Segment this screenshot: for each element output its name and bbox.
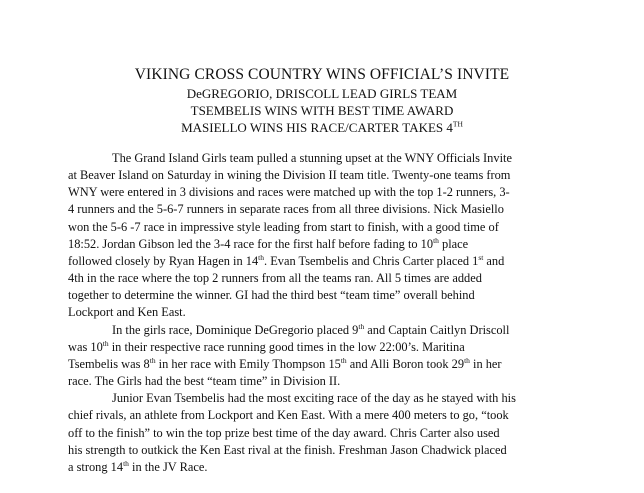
text-line	[68, 236, 624, 253]
paragraph-tsembelis-race	[68, 390, 624, 476]
text-line: The Grand Island Girls team pulled a stunning upset at the WNY Officials Invite	[112, 151, 512, 165]
ordinal-superscript: th	[258, 252, 264, 262]
text-fragment: was 10	[68, 339, 103, 354]
text-fragment: in their respective race running good times in the low 22:00’s. Maritina	[108, 339, 465, 354]
text-fragment: . Evan Tsembelis and Chris Carter placed 1	[264, 253, 479, 268]
subheadline-superscript: TH	[452, 119, 463, 129]
subheadline-text: MASIELLO WINS HIS RACE/CARTER TAKES 4	[181, 120, 453, 135]
text-fragment: 18:52. Jordan Gibson led the 3-4 race for the first half before fading to 10	[68, 236, 434, 251]
ordinal-superscript: th	[433, 235, 439, 245]
ordinal-superscript: th	[123, 458, 129, 468]
text-line: Junior Evan Tsembelis had the most exciting race of the day as he stayed with his	[112, 391, 516, 406]
text-line: 4th in the race where the top 2 runners from all the teams ran. All 5 times are added	[68, 271, 482, 286]
text-fragment: in the JV Race.	[128, 459, 208, 474]
text-fragment: and	[483, 253, 505, 268]
ordinal-superscript: th	[102, 338, 109, 348]
ordinal-superscript: th	[464, 355, 470, 365]
text-fragment: Tsembelis was 8	[68, 356, 150, 371]
ordinal-superscript: st	[478, 252, 484, 262]
text-fragment: In the girls race, Dominique DeGregorio placed 9	[112, 322, 359, 337]
text-line: WNY were entered in 3 divisions and races were matched up with the top 1-2 runners, 3-	[68, 185, 510, 200]
article-body	[68, 150, 624, 476]
text-line	[68, 253, 624, 270]
text-fragment: in her race with Emily Thompson 15	[155, 356, 341, 371]
headline: VIKING CROSS COUNTRY WINS OFFICIAL’S INVITE	[134, 66, 510, 83]
text-line: off to the finish” to win the top prize best time of the day award. Chris Carter also used	[68, 425, 500, 440]
text-line	[68, 339, 624, 356]
text-line	[68, 322, 624, 339]
text-line: at Beaver Island on Saturday in wining the Division II team title. Twenty-one teams from	[68, 168, 511, 183]
subheadline-girls-team: DeGREGORIO, DRISCOLL LEAD GIRLS TEAM	[186, 86, 458, 101]
subheadline-best-time: TSEMBELIS WINS WITH BEST TIME AWARD	[190, 103, 454, 118]
ordinal-superscript: th	[149, 355, 156, 365]
text-line: chief rivals, an athlete from Lockport and Ken East. With a mere 400 meters to go, “took	[68, 408, 509, 423]
text-line: 4 runners and the 5-6-7 runners in separate races from all three divisions. Nick Masiello	[68, 202, 504, 217]
text-fragment: and Captain Caitlyn Driscoll	[364, 322, 510, 337]
text-line: won the 5-6 -7 race in impressive style leading from start to finish, with a good time of	[68, 219, 499, 234]
text-line: Lockport and Ken East.	[68, 305, 186, 320]
text-fragment: followed closely by Ryan Hagen in 14	[68, 253, 259, 268]
subheadline-masiello-carter	[0, 120, 644, 136]
text-fragment: in her	[469, 356, 502, 371]
paragraph-boys-race	[68, 150, 624, 322]
text-fragment: and Alli Boron took 29	[346, 356, 465, 371]
text-line	[68, 356, 624, 373]
text-fragment: place	[438, 236, 469, 251]
text-line: race. The Girls had the best “team time” in Division II.	[68, 374, 341, 389]
text-line: his strength to outkick the Ken East rival at the finish. Freshman Jason Chadwick placed	[68, 442, 507, 457]
ordinal-superscript: th	[358, 321, 365, 331]
text-fragment: a strong 14	[68, 459, 124, 474]
ordinal-superscript: th	[340, 355, 347, 365]
text-line: together to determine the winner. GI had the third best “team time” overall behind	[68, 288, 475, 303]
text-line	[68, 459, 624, 476]
paragraph-girls-race	[68, 322, 624, 391]
